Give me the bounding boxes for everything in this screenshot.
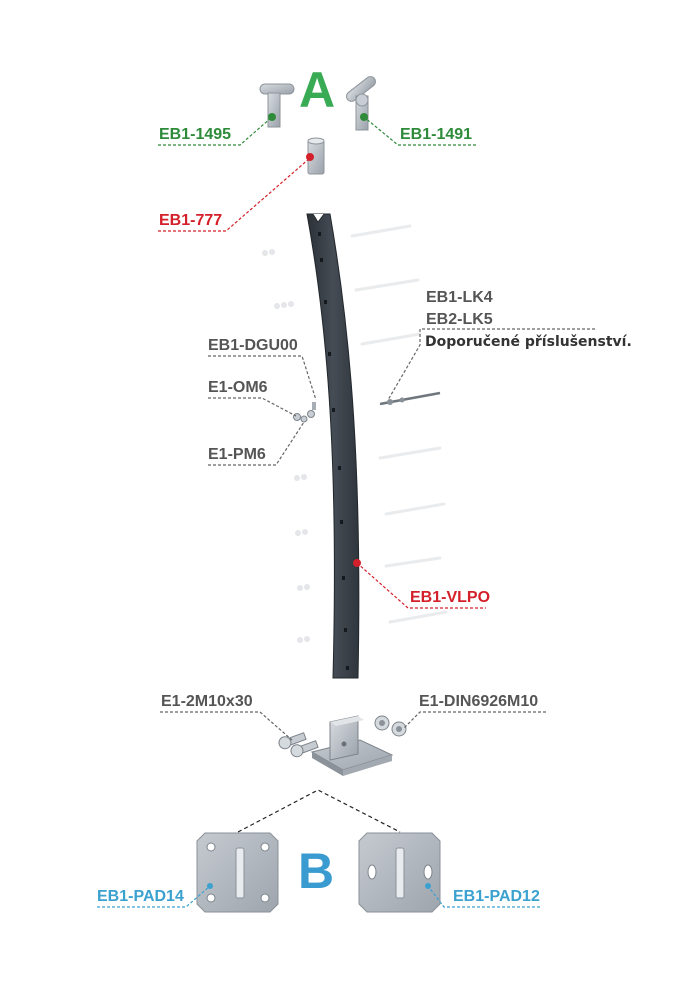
label-eb1-pad12: EB1-PAD12 — [453, 888, 540, 905]
faint-infill-rods — [352, 226, 446, 622]
leader-e1-din6926m10 — [404, 712, 546, 728]
washer-nut-icon — [375, 716, 406, 736]
tilt-handrail-connector-icon — [345, 75, 378, 130]
label-eb1-1495: EB1-1495 — [159, 126, 232, 143]
label-e1-om6: E1-OM6 — [208, 379, 268, 396]
label-eb1-lk4: EB1-LK4 — [426, 289, 493, 306]
label-e1-din6926m10: E1-DIN6926M10 — [419, 693, 539, 710]
label-eb1-dgu00: EB1-DGU00 — [208, 337, 298, 354]
bent-post-icon — [307, 214, 359, 678]
label-eb1-pad14: EB1-PAD14 — [97, 888, 184, 905]
small-fastener-set-icon — [294, 402, 317, 422]
t-handrail-connector-icon — [260, 84, 294, 127]
label-e1-pm6: E1-PM6 — [208, 446, 266, 463]
leader-pad-fan — [238, 790, 400, 832]
variant-a-letter: A — [299, 62, 336, 118]
leader-e1-om6 — [208, 398, 296, 416]
variant-b-letter: B — [298, 843, 335, 899]
label-accessories-note: Doporučené příslušenství. — [425, 334, 632, 350]
leader-e1-2m10x30 — [160, 712, 292, 740]
label-e1-2m10x30: E1-2M10x30 — [161, 693, 253, 710]
slotted-pad-icon — [359, 833, 440, 912]
label-eb1-1491: EB1-1491 — [400, 126, 473, 143]
square-pad-icon — [197, 833, 278, 912]
label-eb1-vlpo: EB1-VLPO — [410, 589, 491, 606]
faint-rod-dots — [262, 249, 310, 643]
label-eb2-lk5: EB2-LK5 — [426, 311, 493, 328]
lk-clamp-rod-icon — [380, 393, 440, 405]
label-eb1-777: EB1-777 — [159, 212, 223, 229]
